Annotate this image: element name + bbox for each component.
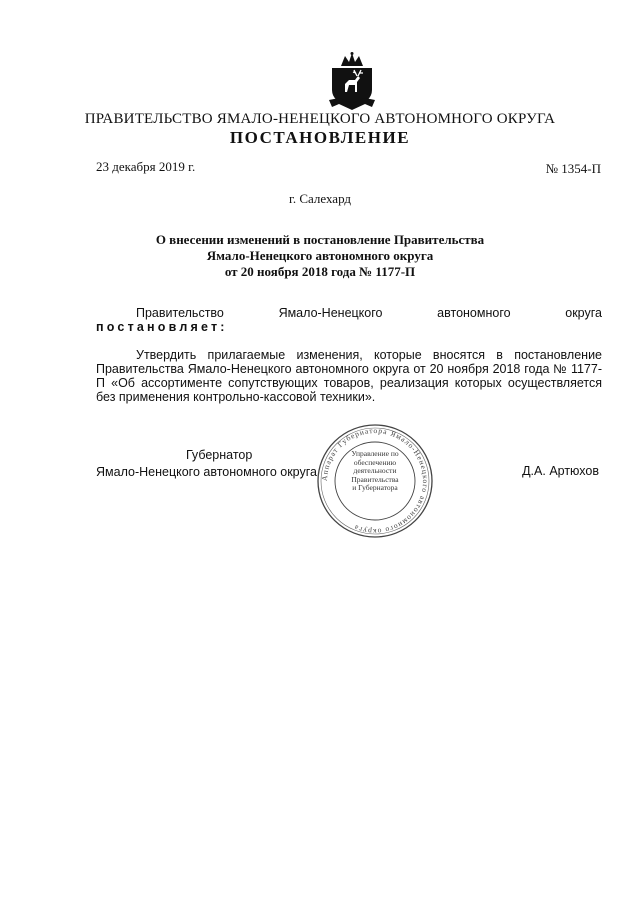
- coat-of-arms-icon: [327, 52, 377, 114]
- decides-keyword: постановляет:: [96, 320, 228, 334]
- stamp-line: деятельности: [353, 466, 397, 475]
- preamble: [96, 306, 602, 334]
- document-number: № 1354-П: [545, 161, 601, 176]
- subject-line-1: О внесении изменений в постановление Правительства: [155, 232, 485, 247]
- document-date: 23 декабря 2019 г.: [96, 159, 196, 174]
- organization-name: ПРАВИТЕЛЬСТВО ЯМАЛО-НЕНЕЦКОГО АВТОНОМНОГО ОКРУГА: [84, 111, 556, 127]
- signer-title-line-1: Губернатор: [186, 448, 253, 462]
- document-type: ПОСТАНОВЛЕНИЕ: [229, 128, 411, 147]
- preamble-word: округа: [565, 306, 602, 320]
- signer-name: Д.А. Артюхов: [522, 464, 599, 478]
- stamp-line: и Губернатора: [352, 483, 398, 492]
- stamp-ring-text: Аппарат Губернатора Ямало-Ненецкого автономного округа: [319, 425, 431, 537]
- preamble-word: Правительство: [136, 306, 224, 320]
- document-subject: [0, 232, 640, 280]
- official-seal-icon: [315, 422, 435, 540]
- subject-line-3: от 20 ноября 2018 года № 1177-П: [224, 264, 416, 279]
- signer-title-line-2: Ямало-Ненецкого автономного округа: [96, 465, 317, 479]
- body-paragraph: Утвердить прилагаемые изменения, которые вносятся в постановление Правительства Ямало-Ненецкого автономного округа от 20 ноября 2018 года № 1177-П «Об ассортименте сопутствующих товаров, реализация которых осуществляется без применения контрольно-кассовой техники».: [96, 348, 602, 404]
- stamp-line: Правительства: [351, 474, 399, 484]
- stamp-line: Управление по: [351, 449, 399, 458]
- preamble-word: автономного: [437, 306, 511, 320]
- document-city: г. Салехард: [288, 191, 352, 206]
- preamble-word: Ямало-Ненецкого: [278, 306, 383, 320]
- stamp-center-text: [338, 450, 412, 493]
- subject-line-2: Ямало-Ненецкого автономного округа: [206, 248, 434, 263]
- signer-title: [96, 447, 346, 481]
- stamp-line: обеспечению: [353, 457, 397, 467]
